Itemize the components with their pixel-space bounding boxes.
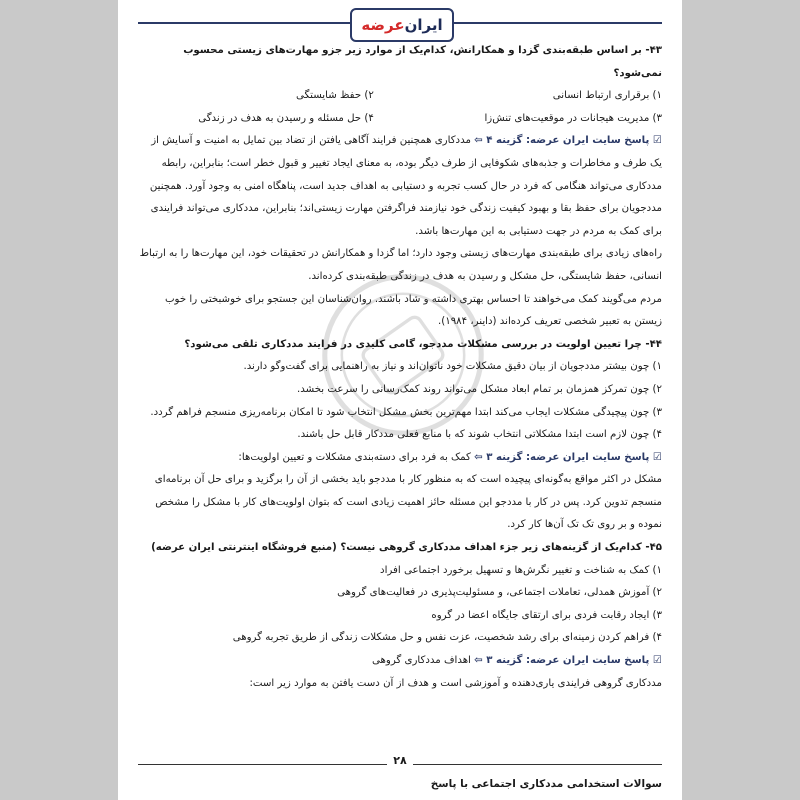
page-number-wrap (118, 754, 682, 767)
q44-option-2: ۲) چون تمرکز همزمان بر تمام ابعاد مشکل می‌تواند روند کمک‌رسانی را سرعت بخشد. (297, 383, 662, 395)
q45-option-4: ۴) فراهم کردن زمینه‌ای برای رشد شخصیت، عزت نفس و حل مشکلات زندگی از طریق تجربه گروهی (232, 632, 662, 644)
question-44: ۴۴- چرا تعیین اولویت در بررسی مشکلات مددجو، گامی کلیدی در فرایند مددکاری تلقی می‌شود؟ (184, 338, 662, 350)
page-footer (118, 754, 682, 800)
q44-option-3: ۳) چون پیچیدگی مشکلات ایجاب می‌کند ابتدا مهم‌ترین بخش مشکل انتخاب شود تا امکان برنامه‌ریزی منسجم فراهم گردد. (150, 406, 662, 418)
q44-answer-label: پاسخ سایت ایران عرضه: گزینه ۳ ⇦ (474, 451, 650, 463)
q45-explanation-1: مددکاری گروهی فرایندی یاری‌دهنده و آموزشی است و هدف از آن دست یافتن به موارد زیر است: (249, 677, 662, 689)
q43-options-row-2 (138, 108, 662, 131)
question-43: ۴۳- بر اساس طبقه‌بندی گزدا و همکارانش، کدام‌یک از موارد زیر جزو مهارت‌های زیستی محسوب نمی‌شود؟ (183, 45, 662, 79)
q45-answer-paragraph (138, 650, 662, 673)
q45-answer-label: پاسخ سایت ایران عرضه: گزینه ۳ ⇦ (474, 655, 650, 667)
q45-answer-tail: اهداف مددکاری گروهی (372, 655, 475, 667)
q43-explanation-1: مددکاری همچنین فرایند آگاهی یافتن از تضاد بین تمایل به امنیت و آسایش از یک طرف و مخاطرات و جذبه‌های شکوفایی از طرف دیگر بوده، به معنای ایجاد تغییر و قبول خطر است؛ بنابراین، رابطه مددکاری می‌تواند هنگامی که فرد در حال کسب تجربه و دستیابی به اهداف جدید است، پناهگاه امنی به وجود آورد. همچنین مددجویان برای حفظ بقا و بهبود کیفیت زندگی خود نیازمند فراگرفتن مهارت زیستی‌اند؛ بنابراین، مددکاری می‌تواند فرایندی برای کمک به مردم در جهت دستیابی به این مهارت‌ها باشد. (149, 135, 662, 237)
q43-answer-label: پاسخ سایت ایران عرضه: گزینه ۴ ⇦ (474, 135, 650, 147)
page-number: ۲۸ (387, 754, 412, 767)
q43-option-4: ۴) حل مسئله و رسیدن به هدف در زندگی (198, 112, 374, 124)
q43-option-1: ۱) برقراری ارتباط انسانی (552, 90, 662, 102)
q43-explanation-3: مردم می‌گویند کمک می‌خواهند تا احساس بهتری داشته و شاد باشند. روان‌شناسان این جستجو برای خوشبختی را خوب زیستن به تعبیر شخصی تعریف کرده‌اند (داینر، ۱۹۸۴). (164, 293, 662, 328)
brand-logo (350, 8, 454, 42)
q43-options-row-1 (138, 85, 662, 108)
q45-option-1: ۱) کمک به شناخت و تغییر نگرش‌ها و تسهیل برخورد اجتماعی افراد (380, 564, 662, 576)
q45-answer (474, 655, 662, 666)
q44-explanation-1: مشکل در اکثر مواقع به‌گونه‌ای پیچیده است که به منظور کار با مددجو باید بخشی از آن را برگزید و برای حل آن برنامه‌ای منسجم تدوین کرد. پس در کار با مددجو این مسئله حائز اهمیت زیادی است که بتوان اولویت‌های کار با مشکل را مشخص نموده و بر روی تک تک آن‌ها کار کرد. (154, 474, 662, 531)
q44-answer-tail: کمک به فرد برای دسته‌بندی مشکلات و تعیین اولویت‌ها: (238, 451, 475, 463)
q43-explanation-2: راه‌های زیادی برای طبقه‌بندی مهارت‌های زیستی وجود دارد؛ اما گزدا و همکارانش در تحقیقات خود، این مهارت‌ها را به ارتباط انسانی، حفظ شایستگی، حل مشکل و رسیدن به هدف در زندگی طبقه‌بندی کرده‌اند. (139, 248, 662, 282)
q44-answer-paragraph (138, 447, 662, 470)
page-header (118, 0, 682, 38)
q45-option-3: ۳) ایجاد رقابت فردی برای ارتقای جایگاه اعضا در گروه (431, 609, 662, 621)
q43-option-3: ۳) مدیریت هیجانات در موقعیت‌های تنش‌زا (484, 112, 662, 124)
question-45: ۴۵- کدام‌یک از گزینه‌های زیر جزء اهداف مددکاری گروهی نیست؟ (منبع فروشگاه اینترنتی ایران عرضه) (151, 542, 662, 554)
logo-text-2: عرضه (361, 16, 405, 34)
checkbox-icon: ☑ (649, 135, 662, 147)
footer-title: سوالات استخدامی مددکاری اجتماعی با پاسخ (430, 778, 662, 790)
q43-option-2: ۲) حفظ شایستگی (296, 90, 374, 102)
q45-option-2: ۲) آموزش همدلی، تعاملات اجتماعی، و مسئولیت‌پذیری در فعالیت‌های گروهی (337, 587, 662, 599)
checkbox-icon: ☑ (649, 451, 662, 463)
q44-option-4: ۴) چون لازم است ابتدا مشکلاتی انتخاب شوند که با منابع فعلی مددکار قابل حل باشند. (297, 429, 662, 441)
page-content (138, 40, 662, 695)
logo-text-1: ایران (404, 16, 443, 34)
document-page (118, 0, 682, 800)
checkbox-icon: ☑ (649, 655, 662, 667)
q43-answer-paragraph (138, 130, 662, 243)
q43-answer (474, 135, 662, 146)
q44-option-1: ۱) چون بیشتر مددجویان از بیان دقیق مشکلات خود ناتوان‌اند و نیاز به راهنمایی برای گفت‌وگو دارند. (243, 361, 662, 373)
q44-answer (474, 452, 662, 463)
